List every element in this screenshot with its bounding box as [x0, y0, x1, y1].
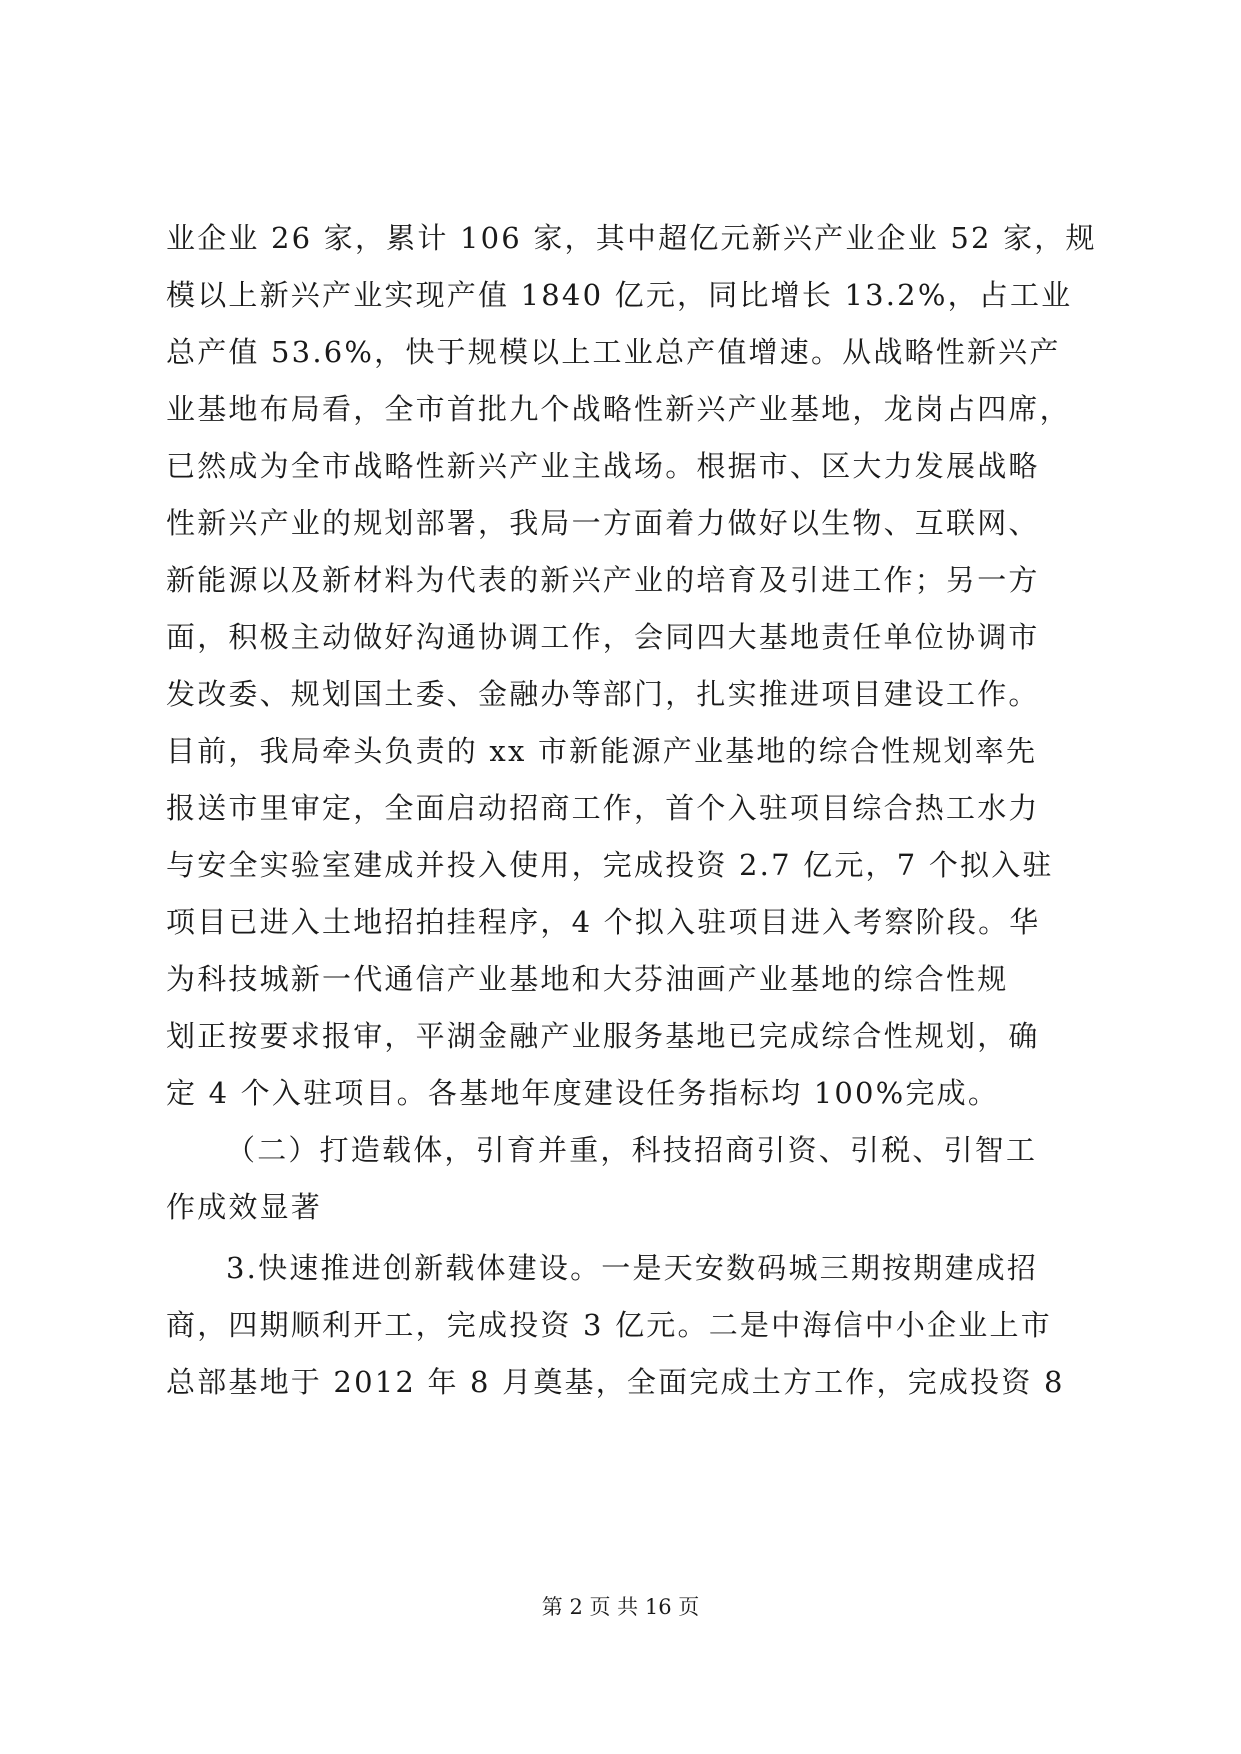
text-line: 定 4 个入驻项目。各基地年度建设任务指标均 100%完成。	[166, 1076, 1000, 1110]
text-line: 总部基地于 2012 年 8 月奠基，全面完成土方工作，完成投资 8	[166, 1365, 1065, 1399]
text-line: 3.快速推进创新载体建设。一是天安数码城三期按期建成招	[226, 1251, 1039, 1285]
text-line: 与安全实验室建成并投入使用，完成投资 2.7 亿元，7 个拟入驻	[166, 848, 1054, 882]
text-line: 面，积极主动做好沟通协调工作，会同四大基地责任单位协调市	[166, 620, 1040, 654]
text-line: 性新兴产业的规划部署，我局一方面着力做好以生物、互联网、	[166, 506, 1040, 540]
text-line: 业基地布局看，全市首批九个战略性新兴产业基地，龙岗占四席，	[166, 392, 1071, 426]
text-line: 划正按要求报审，平湖金融产业服务基地已完成综合性规划，确	[166, 1019, 1040, 1053]
text-line: 报送市里审定，全面启动招商工作，首个入驻项目综合热工水力	[166, 791, 1040, 825]
section-heading-continued: 作成效显著	[166, 1190, 323, 1224]
text-line: 模以上新兴产业实现产值 1840 亿元，同比增长 13.2%，占工业	[166, 278, 1073, 312]
text-line: 项目已进入土地招拍挂程序，4 个拟入驻项目进入考察阶段。华	[166, 905, 1041, 939]
text-line: 新能源以及新材料为代表的新兴产业的培育及引进工作；另一方	[166, 563, 1040, 597]
text-line: 目前，我局牵头负责的 xx 市新能源产业基地的综合性规划率先	[166, 734, 1038, 768]
page-number-footer: 第 2 页 共 16 页	[541, 1595, 700, 1619]
text-line: 为科技城新一代通信产业基地和大芬油画产业基地的综合性规	[166, 962, 1009, 996]
section-heading: （二）打造载体，引育并重，科技招商引资、引税、引智工	[226, 1133, 1038, 1167]
text-line: 商，四期顺利开工，完成投资 3 亿元。二是中海信中小企业上市	[166, 1308, 1052, 1342]
text-line: 总产值 53.6%，快于规模以上工业总产值增速。从战略性新兴产	[166, 335, 1061, 369]
text-line: 发改委、规划国土委、金融办等部门，扎实推进项目建设工作。	[166, 677, 1040, 711]
text-line: 业企业 26 家，累计 106 家，其中超亿元新兴产业企业 52 家，规	[166, 221, 1097, 255]
text-line: 已然成为全市战略性新兴产业主战场。根据市、区大力发展战略	[166, 449, 1040, 483]
